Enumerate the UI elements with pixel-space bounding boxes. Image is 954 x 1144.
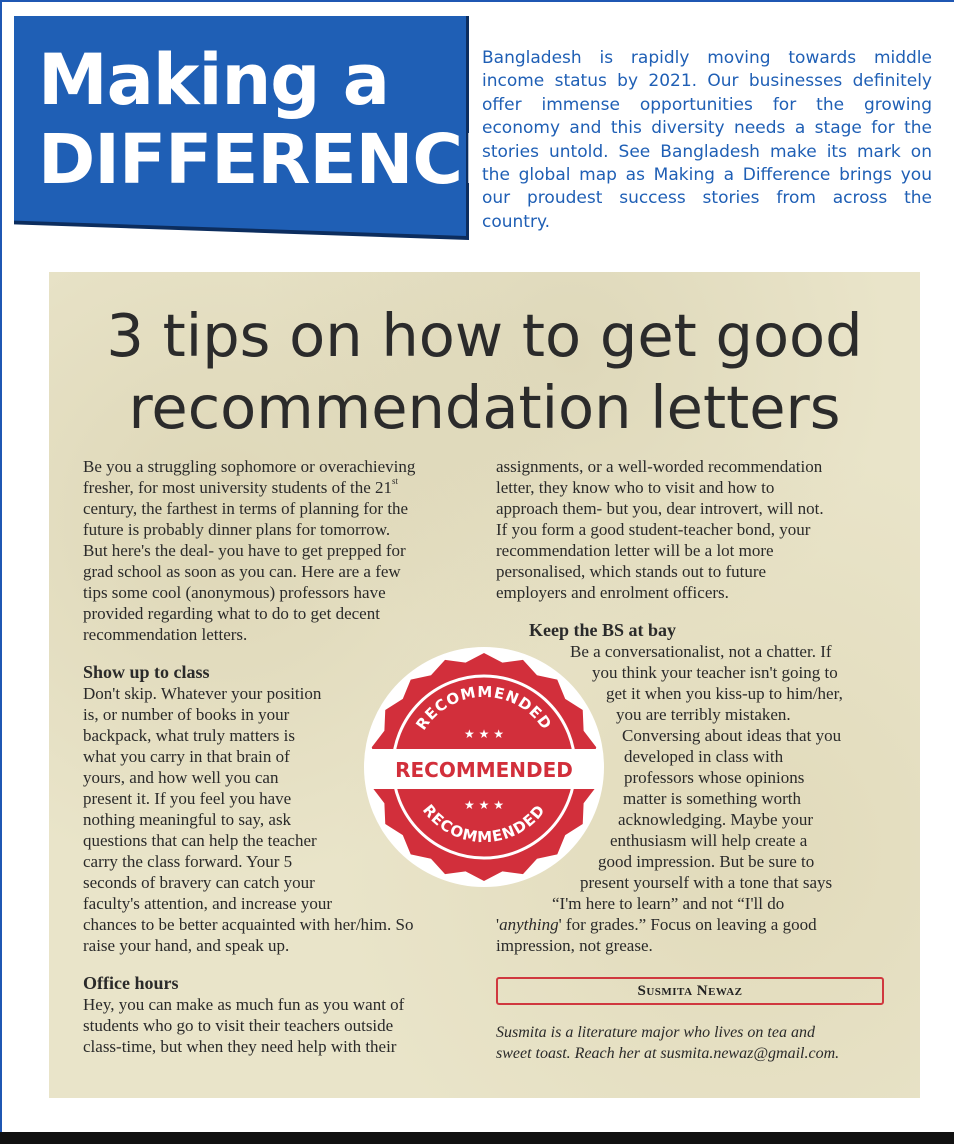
text-line: you are terribly mistaken. bbox=[616, 705, 791, 724]
text-line: nothing meaningful to say, ask bbox=[83, 810, 292, 829]
text-line: Be you a struggling sophomore or overachieving bbox=[83, 457, 416, 476]
text-line: approach them- but you, dear introvert, will not. bbox=[496, 499, 824, 518]
text-line: questions that can help the teacher bbox=[83, 831, 317, 850]
text-segment: ' bbox=[496, 915, 500, 934]
subheading-show-up: Show up to class bbox=[83, 662, 210, 682]
seal-arc-top-text: RECOMMENDED bbox=[412, 682, 556, 734]
text-line: tips some cool (anonymous) professors have bbox=[83, 583, 386, 602]
text-segment: ' bbox=[558, 915, 562, 934]
text-line: enthusiasm will help create a bbox=[610, 831, 808, 850]
text-line: get it when you kiss-up to him/her, bbox=[606, 684, 843, 703]
section-office-hours-body bbox=[83, 994, 415, 1057]
text-line: impression, not grease. bbox=[496, 936, 653, 955]
text-line bbox=[83, 477, 415, 498]
text-line: chances to be better acquainted with her/him. So bbox=[83, 915, 414, 934]
text-line: raise your hand, and speak up. bbox=[83, 936, 290, 955]
text-segment: for grades.” Focus on leaving a good bbox=[565, 915, 817, 934]
text-line: employers and enrolment officers. bbox=[496, 583, 729, 602]
text-line: letter, they know who to visit and how to bbox=[496, 478, 775, 497]
banner-title-line2: DIFFERENCE bbox=[38, 120, 509, 200]
text-line: recommendation letters. bbox=[83, 625, 248, 644]
text-line: future is probably dinner plans for tomorrow. bbox=[83, 520, 391, 539]
text-line: what you carry in that brain of bbox=[83, 747, 290, 766]
text-line: students who go to visit their teachers outside bbox=[83, 1016, 394, 1035]
headline-line2: recommendation letters bbox=[128, 373, 841, 442]
text-line: matter is something worth bbox=[623, 789, 802, 808]
text-line: If you form a good student-teacher bond, your bbox=[496, 520, 811, 539]
text-segment: fresher, for most university students of the 21 bbox=[83, 478, 393, 497]
text-line: grad school as soon as you can. Here are a few bbox=[83, 562, 401, 581]
text-line: recommendation letter will be a lot more bbox=[496, 541, 774, 560]
text-line: yours, and how well you can bbox=[83, 768, 279, 787]
seal-stars-top: ★ ★ ★ bbox=[464, 727, 504, 741]
text-line: acknowledging. Maybe your bbox=[618, 810, 813, 829]
text-line: is, or number of books in your bbox=[83, 705, 290, 724]
text-line: provided regarding what to do to get decent bbox=[83, 604, 380, 623]
text-line: developed in class with bbox=[624, 747, 784, 766]
seal-graphic bbox=[362, 645, 606, 889]
text-line: good impression. But be sure to bbox=[598, 852, 815, 871]
office-hours-continued bbox=[496, 456, 896, 603]
text-line: assignments, or a well-worded recommendation bbox=[496, 457, 823, 476]
seal-stars-bottom: ★ ★ ★ bbox=[464, 798, 504, 812]
text-line: personalised, which stands out to future bbox=[496, 562, 767, 581]
intro-paragraph bbox=[83, 456, 415, 645]
text-line: class-time, but when they need help with their bbox=[83, 1037, 397, 1056]
text-line: Be a conversationalist, not a chatter. If bbox=[570, 642, 832, 661]
recommended-seal bbox=[362, 645, 606, 889]
seal-arc-bottom-text: RECOMMENDED bbox=[419, 800, 549, 847]
bio-line: Susmita is a literature major who lives on tea and bbox=[496, 1024, 815, 1041]
bio-line: sweet toast. Reach her at susmita.newaz@gmail.com. bbox=[496, 1045, 840, 1062]
text-line: present it. If you feel you have bbox=[83, 789, 292, 808]
headline-line1: 3 tips on how to get good bbox=[106, 301, 863, 370]
text-line: “I'm here to learn” and not “I'll do bbox=[552, 894, 785, 913]
page-bottom-bar bbox=[0, 1132, 954, 1144]
text-line: But here's the deal- you have to get prepped for bbox=[83, 541, 406, 560]
text-line: seconds of bravery can catch your bbox=[83, 873, 315, 892]
text-line: backpack, what truly matters is bbox=[83, 726, 295, 745]
text-line: Conversing about ideas that you bbox=[622, 726, 842, 745]
subheading-keep-bs: Keep the BS at bay bbox=[529, 620, 677, 640]
ordinal-suffix: st bbox=[392, 476, 399, 486]
section-intro: Bangladesh is rapidly moving towards middle income status by 2021. Our businesses definitely offer immense opportunities for the growing economy and this diversity needs a stage for the stories untold. See Bangladesh make its mark on the global map as Making a Difference brings you our proudest success stories from across the country. bbox=[482, 48, 932, 232]
author-byline: Susmita Newaz bbox=[496, 977, 884, 1005]
text-line: you think your teacher isn't going to bbox=[592, 663, 838, 682]
article-headline bbox=[49, 300, 920, 444]
text-line bbox=[496, 914, 896, 935]
text-line: faculty's attention, and increase your bbox=[83, 894, 332, 913]
text-line: carry the class forward. Your 5 bbox=[83, 852, 293, 871]
text-line: century, the farthest in terms of planning for the bbox=[83, 499, 409, 518]
author-bio bbox=[496, 1022, 839, 1064]
text-line: Hey, you can make as much fun as you want of bbox=[83, 995, 405, 1014]
text-line: Don't skip. Whatever your position bbox=[83, 684, 322, 703]
text-line: present yourself with a tone that says bbox=[580, 873, 833, 892]
seal-center-text: RECOMMENDED bbox=[395, 758, 573, 782]
banner-title-line1: Making a bbox=[38, 39, 389, 121]
emphasis-text: anything bbox=[499, 915, 559, 934]
text-line: professors whose opinions bbox=[624, 768, 805, 787]
subheading-office-hours: Office hours bbox=[83, 973, 179, 993]
